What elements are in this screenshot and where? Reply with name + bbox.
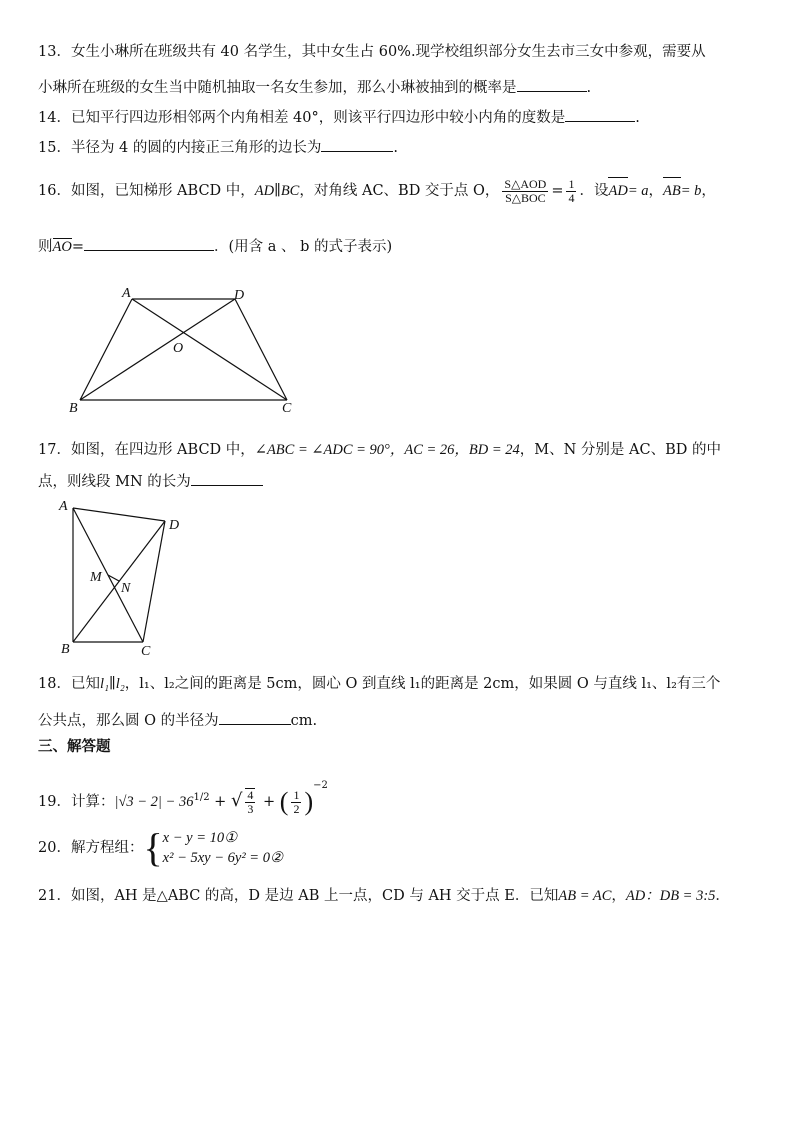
q20-equation-2: x² − 5xy − 6y² = 0② — [162, 850, 283, 866]
q18-answer-blank — [219, 710, 291, 725]
q13-answer-blank — [517, 77, 587, 92]
q18-line2 — [38, 710, 317, 731]
q18-unit: cm. — [290, 713, 318, 729]
q13-line2 — [38, 77, 591, 98]
q19-sqrt-fraction: $\frac{4}{3}$ — [247, 788, 254, 816]
q16-answer-blank — [84, 236, 214, 251]
q20-label: 20．解方程组： — [38, 840, 144, 856]
q16-mid: ，对角线 AC、BD 交于点 O， — [299, 183, 500, 199]
figure-trapezoid-abcd — [60, 280, 310, 420]
q20-line — [38, 825, 283, 870]
q16-eq-b: = b — [680, 183, 702, 199]
q16-area-fraction: $\frac{\text{S△AOD}}{\text{S△BOC}}$ — [504, 176, 547, 205]
q16-ratio-fraction: $\frac{1}{4}$ — [568, 176, 575, 205]
fig16-label-c: C — [282, 401, 292, 416]
figure-quadrilateral-abcd — [55, 495, 195, 660]
q19-power-exponent: 1/2 — [193, 792, 210, 804]
q18-text: 公共点，那么圆 O 的半径为 — [38, 713, 219, 729]
q19-negative-exponent: −2 — [313, 780, 328, 791]
section-3-title: 三、解答题 — [38, 738, 111, 755]
fig17-label-b: B — [61, 642, 70, 657]
q17-line1 — [38, 440, 721, 460]
q17-condition: ∠ABC = ∠ADC = 90°，AC = 26，BD = 24 — [254, 442, 520, 458]
q18-mid: ，l₁、l₂之间的距离是 5cm，圆心 O 到直线 l₁的距离是 2cm，如果圆 O 与直线 l₁、l₂有三个 — [124, 676, 721, 692]
q20-brace: { — [143, 825, 163, 870]
q16-vector-ao: AO — [52, 239, 72, 255]
fig17-label-c: C — [141, 644, 151, 659]
q20-equation-1: x − y = 10① — [162, 830, 238, 846]
fig16-label-d: D — [234, 288, 245, 303]
fig17-label-m: M — [90, 570, 102, 585]
q15-text: 15．半径为 4 的圆的内接正三角形的边长为 — [38, 140, 322, 156]
q14-answer-blank — [565, 107, 635, 122]
fig16-label-o: O — [173, 341, 184, 356]
fig17-label-d: D — [169, 518, 180, 533]
q21-text: 21．如图，AH 是△ABC 的高，D 是边 AB 上一点，CD 与 AH 交于点 E．已知 — [38, 888, 559, 904]
q17-line2 — [38, 471, 263, 492]
q17-text: 点，则线段 MN 的长为 — [38, 474, 191, 490]
q16-vector-ab: AB — [663, 176, 681, 206]
q19-abs-term: |√3 − 2| — [114, 794, 162, 810]
q16-start: 16．如图，已知梯形 ABCD 中， — [38, 183, 255, 199]
q17-start: 17．如图，在四边形 ABCD 中， — [38, 442, 255, 458]
q14-text: 14．已知平行四边形相邻两个内角相差 40°，则该平行四边形中较小内角的度数是 — [38, 110, 566, 126]
q19-power-base: − 36 — [161, 794, 194, 810]
q16-condition: AD∥BC — [254, 183, 300, 199]
q21-condition-1: AB = AC — [558, 888, 612, 904]
q16-line2-end: ．(用含 a 、 b 的式子表示) — [214, 239, 393, 255]
q13-text: 小琳所在班级的女生当中随机抽取一名女生参加，那么小琳被抽到的概率是 — [38, 80, 517, 96]
q19-line: 19．计算：$|√3 - 2| - 36^{1/2}$ + √ $\frac{4}{3}$ + ( $\frac{1}{2}$ )$^{-2}$ — [38, 780, 328, 816]
fig17-label-n: N — [121, 581, 131, 596]
q14-end: . — [635, 110, 640, 126]
fig16-label-a: A — [122, 286, 131, 301]
q16-line1: 16．如图，已知梯形 ABCD 中，AD∥BC，对角线 AC、BD 交于点 O， $\frac{\text{S△AOD}}{\text{S△BOC}}$ = $\frac{1}{4}$ ．设AD= a，AB= b， — [38, 176, 716, 205]
q16-vector-ad: AD — [608, 176, 627, 206]
q19-label: 19．计算： — [38, 794, 115, 810]
q13-line1: 13．女生小琳所在班级共有 40 名学生，其中女生占 60%.现学校组织部分女生去市三女中参观，需要从 — [38, 44, 706, 60]
fig16-label-b: B — [69, 401, 78, 416]
q18-condition: l₁∥l₂ — [99, 676, 125, 692]
q13-end: . — [586, 80, 592, 96]
q17-answer-blank — [191, 471, 263, 486]
q17-mid: ，M、N 分别是 AC、BD 的中 — [519, 442, 721, 458]
fig17-label-a: A — [59, 499, 68, 514]
q15-end: . — [393, 140, 399, 156]
q18-line1: 18．已知l₁∥l₂，l₁、l₂之间的距离是 5cm，圆心 O 到直线 l₁的距离是 2cm，如果圆 O 与直线 l₁、l₂有三个 — [38, 676, 721, 692]
q19-half-fraction: $\frac{1}{2}$ — [293, 787, 300, 816]
q15-line — [38, 137, 398, 158]
q21-condition-2: AD：DB = 3:5 — [625, 888, 716, 904]
q16-eq-a: = a — [627, 183, 649, 199]
q16-set: ．设 — [579, 183, 609, 199]
q16-line2: 则AO= ．(用含 a 、 b 的式子表示) — [38, 236, 392, 257]
q15-answer-blank — [321, 137, 393, 152]
q14-line — [38, 107, 640, 128]
q21-line: 21．如图，AH 是△ABC 的高，D 是边 AB 上一点，CD 与 AH 交于点 E．已知AB = AC，AD：DB = 3:5． — [38, 888, 730, 904]
